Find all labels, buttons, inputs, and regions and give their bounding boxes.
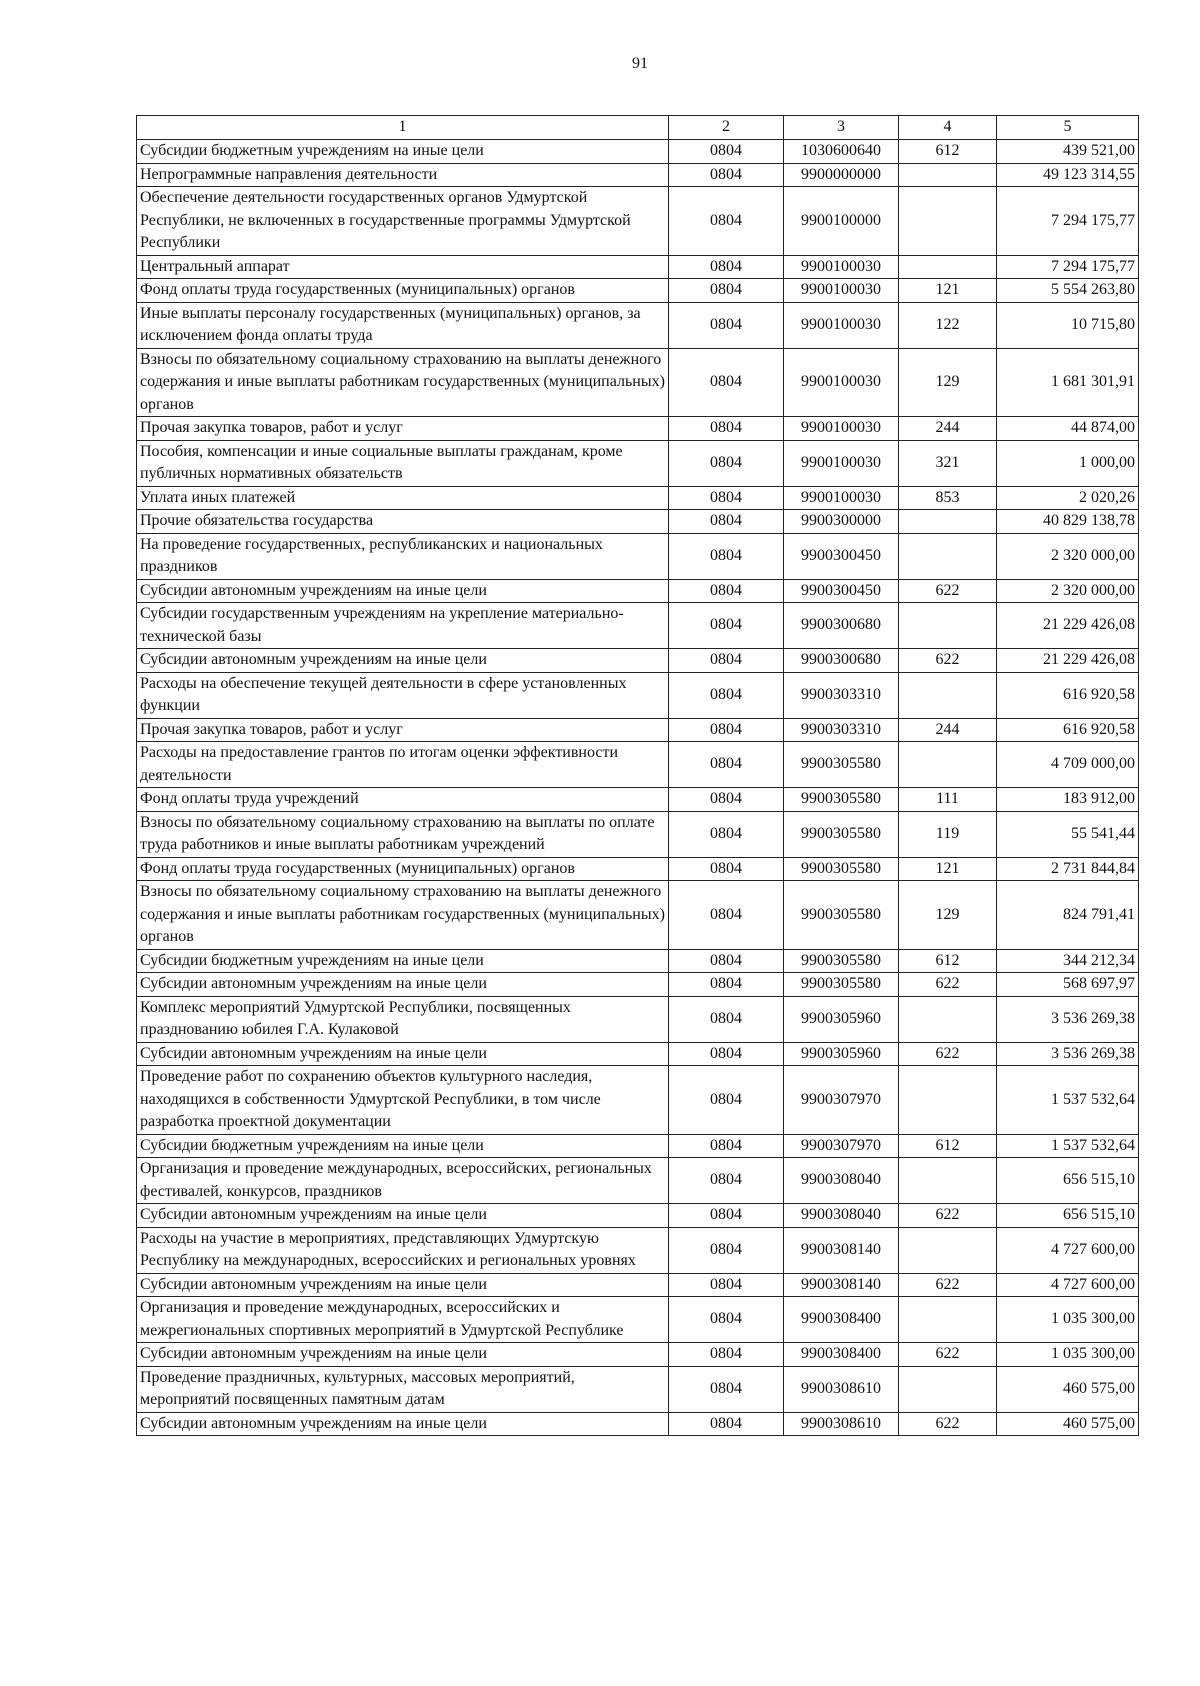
- row-section-cell: 0804: [669, 255, 784, 279]
- row-amount-cell: 1 035 300,00: [997, 1297, 1139, 1343]
- table-row: [137, 1412, 1139, 1436]
- row-type-cell: 122: [899, 302, 997, 348]
- header-cell-2: 2: [669, 116, 784, 140]
- row-name-cell: Уплата иных платежей: [137, 486, 669, 510]
- row-name-cell: Непрограммные направления деятельности: [137, 163, 669, 187]
- row-section-cell: 0804: [669, 1066, 784, 1135]
- row-name-cell: Субсидии автономным учреждениям на иные цели: [137, 579, 669, 603]
- row-type-cell: 129: [899, 348, 997, 417]
- table-header-row: [137, 116, 1139, 140]
- row-target-cell: 9900305580: [784, 973, 899, 997]
- row-type-cell: 853: [899, 486, 997, 510]
- row-amount-cell: 4 709 000,00: [997, 742, 1139, 788]
- row-section-cell: 0804: [669, 440, 784, 486]
- table-row: [137, 302, 1139, 348]
- row-amount-cell: 21 229 426,08: [997, 603, 1139, 649]
- row-type-cell: [899, 1366, 997, 1412]
- row-type-cell: 121: [899, 279, 997, 303]
- row-name-cell: Субсидии бюджетным учреждениям на иные цели: [137, 140, 669, 164]
- row-name-cell: Субсидии государственным учреждениям на укрепление материально-технической базы: [137, 603, 669, 649]
- row-section-cell: 0804: [669, 486, 784, 510]
- row-type-cell: 121: [899, 857, 997, 881]
- row-target-cell: 9900300450: [784, 533, 899, 579]
- row-section-cell: 0804: [669, 672, 784, 718]
- row-section-cell: 0804: [669, 187, 784, 256]
- row-target-cell: 9900300000: [784, 510, 899, 534]
- row-target-cell: 9900307970: [784, 1066, 899, 1135]
- row-type-cell: 244: [899, 417, 997, 441]
- row-name-cell: Субсидии автономным учреждениям на иные цели: [137, 1343, 669, 1367]
- row-section-cell: 0804: [669, 742, 784, 788]
- row-name-cell: Взносы по обязательному социальному страхованию на выплаты денежного содержания и иные выплаты работникам государственных (муниципальных) органов: [137, 348, 669, 417]
- table-row: [137, 1042, 1139, 1066]
- row-name-cell: Прочая закупка товаров, работ и услуг: [137, 417, 669, 441]
- row-section-cell: 0804: [669, 788, 784, 812]
- row-type-cell: 244: [899, 718, 997, 742]
- row-name-cell: Организация и проведение международных, всероссийских, региональных фестивалей, конкурсов, праздников: [137, 1158, 669, 1204]
- row-target-cell: 9900300680: [784, 649, 899, 673]
- row-target-cell: 9900305580: [784, 742, 899, 788]
- row-target-cell: 9900300680: [784, 603, 899, 649]
- table-row: [137, 603, 1139, 649]
- row-section-cell: 0804: [669, 1297, 784, 1343]
- row-section-cell: 0804: [669, 279, 784, 303]
- table-row: [137, 1204, 1139, 1228]
- row-target-cell: 9900303310: [784, 672, 899, 718]
- row-target-cell: 9900308040: [784, 1158, 899, 1204]
- row-section-cell: 0804: [669, 510, 784, 534]
- row-amount-cell: 10 715,80: [997, 302, 1139, 348]
- row-name-cell: Субсидии автономным учреждениям на иные цели: [137, 1204, 669, 1228]
- header-cell-4: 4: [899, 116, 997, 140]
- row-target-cell: 9900308040: [784, 1204, 899, 1228]
- row-target-cell: 9900305580: [784, 857, 899, 881]
- row-target-cell: 9900000000: [784, 163, 899, 187]
- header-cell-1: 1: [137, 116, 669, 140]
- row-name-cell: Субсидии бюджетным учреждениям на иные цели: [137, 1134, 669, 1158]
- row-section-cell: 0804: [669, 302, 784, 348]
- row-section-cell: 0804: [669, 140, 784, 164]
- row-section-cell: 0804: [669, 1158, 784, 1204]
- row-amount-cell: 4 727 600,00: [997, 1273, 1139, 1297]
- row-section-cell: 0804: [669, 417, 784, 441]
- row-type-cell: 622: [899, 1042, 997, 1066]
- row-amount-cell: 1 681 301,91: [997, 348, 1139, 417]
- row-type-cell: 612: [899, 949, 997, 973]
- row-amount-cell: 1 537 532,64: [997, 1134, 1139, 1158]
- row-type-cell: [899, 1158, 997, 1204]
- row-target-cell: 1030600640: [784, 140, 899, 164]
- row-type-cell: [899, 255, 997, 279]
- row-target-cell: 9900305960: [784, 1042, 899, 1066]
- row-target-cell: 9900308610: [784, 1412, 899, 1436]
- row-target-cell: 9900100030: [784, 486, 899, 510]
- row-type-cell: 622: [899, 1273, 997, 1297]
- table-row: [137, 1227, 1139, 1273]
- row-target-cell: 9900305960: [784, 996, 899, 1042]
- row-section-cell: 0804: [669, 718, 784, 742]
- row-target-cell: 9900303310: [784, 718, 899, 742]
- header-cell-5: 5: [997, 116, 1139, 140]
- row-amount-cell: 3 536 269,38: [997, 996, 1139, 1042]
- row-target-cell: 9900305580: [784, 949, 899, 973]
- table-row: [137, 1273, 1139, 1297]
- row-section-cell: 0804: [669, 1042, 784, 1066]
- row-target-cell: 9900100030: [784, 255, 899, 279]
- row-amount-cell: 2 731 844,84: [997, 857, 1139, 881]
- table-row: [137, 649, 1139, 673]
- row-section-cell: 0804: [669, 973, 784, 997]
- table-row: [137, 417, 1139, 441]
- row-target-cell: 9900307970: [784, 1134, 899, 1158]
- table-row: [137, 279, 1139, 303]
- table-row: [137, 811, 1139, 857]
- row-section-cell: 0804: [669, 603, 784, 649]
- row-target-cell: 9900308140: [784, 1227, 899, 1273]
- row-type-cell: [899, 163, 997, 187]
- row-section-cell: 0804: [669, 348, 784, 417]
- row-section-cell: 0804: [669, 857, 784, 881]
- row-amount-cell: 1 000,00: [997, 440, 1139, 486]
- budget-table: [136, 115, 1139, 1436]
- row-amount-cell: 656 515,10: [997, 1158, 1139, 1204]
- row-name-cell: Субсидии автономным учреждениям на иные цели: [137, 1042, 669, 1066]
- row-name-cell: Иные выплаты персоналу государственных (муниципальных) органов, за исключением фонда оплаты труда: [137, 302, 669, 348]
- row-section-cell: 0804: [669, 533, 784, 579]
- row-type-cell: 119: [899, 811, 997, 857]
- row-type-cell: 622: [899, 1412, 997, 1436]
- row-name-cell: Организация и проведение международных, всероссийских и межрегиональных спортивных мероприятий в Удмуртской Республике: [137, 1297, 669, 1343]
- row-type-cell: 129: [899, 881, 997, 950]
- table-row: [137, 996, 1139, 1042]
- row-name-cell: Центральный аппарат: [137, 255, 669, 279]
- row-amount-cell: 460 575,00: [997, 1366, 1139, 1412]
- row-section-cell: 0804: [669, 163, 784, 187]
- row-section-cell: 0804: [669, 1412, 784, 1436]
- row-type-cell: 622: [899, 579, 997, 603]
- row-amount-cell: 55 541,44: [997, 811, 1139, 857]
- row-type-cell: 321: [899, 440, 997, 486]
- row-amount-cell: 2 320 000,00: [997, 579, 1139, 603]
- row-amount-cell: 2 020,26: [997, 486, 1139, 510]
- row-target-cell: 9900100030: [784, 302, 899, 348]
- budget-table-body: [137, 116, 1139, 1436]
- table-row: [137, 187, 1139, 256]
- row-amount-cell: 1 537 532,64: [997, 1066, 1139, 1135]
- row-type-cell: 622: [899, 649, 997, 673]
- row-amount-cell: 44 874,00: [997, 417, 1139, 441]
- table-row: [137, 973, 1139, 997]
- row-amount-cell: 3 536 269,38: [997, 1042, 1139, 1066]
- row-name-cell: Проведение праздничных, культурных, массовых мероприятий, мероприятий посвященных памятным датам: [137, 1366, 669, 1412]
- row-section-cell: 0804: [669, 1204, 784, 1228]
- row-amount-cell: 183 912,00: [997, 788, 1139, 812]
- row-target-cell: 9900100030: [784, 440, 899, 486]
- table-row: [137, 718, 1139, 742]
- table-row: [137, 1066, 1139, 1135]
- row-name-cell: Субсидии бюджетным учреждениям на иные цели: [137, 949, 669, 973]
- row-name-cell: Прочая закупка товаров, работ и услуг: [137, 718, 669, 742]
- row-amount-cell: 1 035 300,00: [997, 1343, 1139, 1367]
- table-row: [137, 348, 1139, 417]
- table-row: [137, 579, 1139, 603]
- row-name-cell: Субсидии автономным учреждениям на иные цели: [137, 649, 669, 673]
- row-target-cell: 9900308610: [784, 1366, 899, 1412]
- row-section-cell: 0804: [669, 881, 784, 950]
- row-name-cell: Субсидии автономным учреждениям на иные цели: [137, 973, 669, 997]
- row-target-cell: 9900308400: [784, 1343, 899, 1367]
- table-row: [137, 440, 1139, 486]
- table-row: [137, 163, 1139, 187]
- page-number: 91: [632, 55, 648, 72]
- row-type-cell: 622: [899, 1204, 997, 1228]
- row-amount-cell: 344 212,34: [997, 949, 1139, 973]
- table-row: [137, 742, 1139, 788]
- row-type-cell: [899, 1297, 997, 1343]
- row-name-cell: Комплекс мероприятий Удмуртской Республики, посвященных празднованию юбилея Г.А. Кулаковой: [137, 996, 669, 1042]
- row-type-cell: [899, 996, 997, 1042]
- row-target-cell: 9900305580: [784, 881, 899, 950]
- row-name-cell: Фонд оплаты труда государственных (муниципальных) органов: [137, 279, 669, 303]
- table-row: [137, 1158, 1139, 1204]
- row-type-cell: [899, 1066, 997, 1135]
- row-amount-cell: 5 554 263,80: [997, 279, 1139, 303]
- table-row: [137, 140, 1139, 164]
- table-row: [137, 1343, 1139, 1367]
- row-name-cell: Взносы по обязательному социальному страхованию на выплаты по оплате труда работников и иные выплаты работникам учреждений: [137, 811, 669, 857]
- row-section-cell: 0804: [669, 1343, 784, 1367]
- row-type-cell: [899, 672, 997, 718]
- row-target-cell: 9900308400: [784, 1297, 899, 1343]
- row-name-cell: Взносы по обязательному социальному страхованию на выплаты денежного содержания и иные выплаты работникам государственных (муниципальных) органов: [137, 881, 669, 950]
- row-amount-cell: 4 727 600,00: [997, 1227, 1139, 1273]
- table-row: [137, 672, 1139, 718]
- row-name-cell: Субсидии автономным учреждениям на иные цели: [137, 1412, 669, 1436]
- row-type-cell: 622: [899, 973, 997, 997]
- table-row: [137, 949, 1139, 973]
- row-name-cell: На проведение государственных, республиканских и национальных праздников: [137, 533, 669, 579]
- row-name-cell: Фонд оплаты труда государственных (муниципальных) органов: [137, 857, 669, 881]
- table-row: [137, 857, 1139, 881]
- row-amount-cell: 460 575,00: [997, 1412, 1139, 1436]
- row-name-cell: Прочие обязательства государства: [137, 510, 669, 534]
- row-type-cell: [899, 533, 997, 579]
- table-row: [137, 1297, 1139, 1343]
- row-target-cell: 9900300450: [784, 579, 899, 603]
- row-target-cell: 9900305580: [784, 811, 899, 857]
- row-amount-cell: 824 791,41: [997, 881, 1139, 950]
- table-row: [137, 486, 1139, 510]
- row-name-cell: Обеспечение деятельности государственных органов Удмуртской Республики, не включенных в государственные программы Удмуртской Республики: [137, 187, 669, 256]
- row-amount-cell: 21 229 426,08: [997, 649, 1139, 673]
- row-target-cell: 9900308140: [784, 1273, 899, 1297]
- row-amount-cell: 616 920,58: [997, 718, 1139, 742]
- row-name-cell: Расходы на участие в мероприятиях, представляющих Удмуртскую Республику на международных, всероссийских и региональных уровнях: [137, 1227, 669, 1273]
- row-amount-cell: 2 320 000,00: [997, 533, 1139, 579]
- row-type-cell: [899, 603, 997, 649]
- row-name-cell: Проведение работ по сохранению объектов культурного наследия, находящихся в собственности Удмуртской Республики, в том числе разработка проектной документации: [137, 1066, 669, 1135]
- row-section-cell: 0804: [669, 1134, 784, 1158]
- row-type-cell: [899, 510, 997, 534]
- row-type-cell: [899, 187, 997, 256]
- table-row: [137, 881, 1139, 950]
- table-row: [137, 788, 1139, 812]
- row-type-cell: 111: [899, 788, 997, 812]
- row-section-cell: 0804: [669, 1227, 784, 1273]
- row-amount-cell: 568 697,97: [997, 973, 1139, 997]
- row-amount-cell: 616 920,58: [997, 672, 1139, 718]
- row-target-cell: 9900100030: [784, 417, 899, 441]
- table-row: [137, 1134, 1139, 1158]
- row-section-cell: 0804: [669, 811, 784, 857]
- row-amount-cell: 7 294 175,77: [997, 255, 1139, 279]
- table-row: [137, 510, 1139, 534]
- row-name-cell: Фонд оплаты труда учреждений: [137, 788, 669, 812]
- row-amount-cell: 49 123 314,55: [997, 163, 1139, 187]
- row-amount-cell: 439 521,00: [997, 140, 1139, 164]
- row-name-cell: Расходы на предоставление грантов по итогам оценки эффективности деятельности: [137, 742, 669, 788]
- row-section-cell: 0804: [669, 649, 784, 673]
- row-target-cell: 9900305580: [784, 788, 899, 812]
- row-target-cell: 9900100000: [784, 187, 899, 256]
- row-amount-cell: 40 829 138,78: [997, 510, 1139, 534]
- row-type-cell: 622: [899, 1343, 997, 1367]
- row-section-cell: 0804: [669, 1273, 784, 1297]
- table-row: [137, 1366, 1139, 1412]
- row-section-cell: 0804: [669, 996, 784, 1042]
- row-type-cell: 612: [899, 140, 997, 164]
- row-type-cell: [899, 1227, 997, 1273]
- row-amount-cell: 7 294 175,77: [997, 187, 1139, 256]
- row-section-cell: 0804: [669, 949, 784, 973]
- row-section-cell: 0804: [669, 579, 784, 603]
- row-type-cell: [899, 742, 997, 788]
- table-row: [137, 255, 1139, 279]
- header-cell-3: 3: [784, 116, 899, 140]
- row-name-cell: Пособия, компенсации и иные социальные выплаты гражданам, кроме публичных нормативных обязательств: [137, 440, 669, 486]
- row-section-cell: 0804: [669, 1366, 784, 1412]
- row-type-cell: 612: [899, 1134, 997, 1158]
- row-name-cell: Субсидии автономным учреждениям на иные цели: [137, 1273, 669, 1297]
- row-amount-cell: 656 515,10: [997, 1204, 1139, 1228]
- row-target-cell: 9900100030: [784, 348, 899, 417]
- row-name-cell: Расходы на обеспечение текущей деятельности в сфере установленных функции: [137, 672, 669, 718]
- row-target-cell: 9900100030: [784, 279, 899, 303]
- table-row: [137, 533, 1139, 579]
